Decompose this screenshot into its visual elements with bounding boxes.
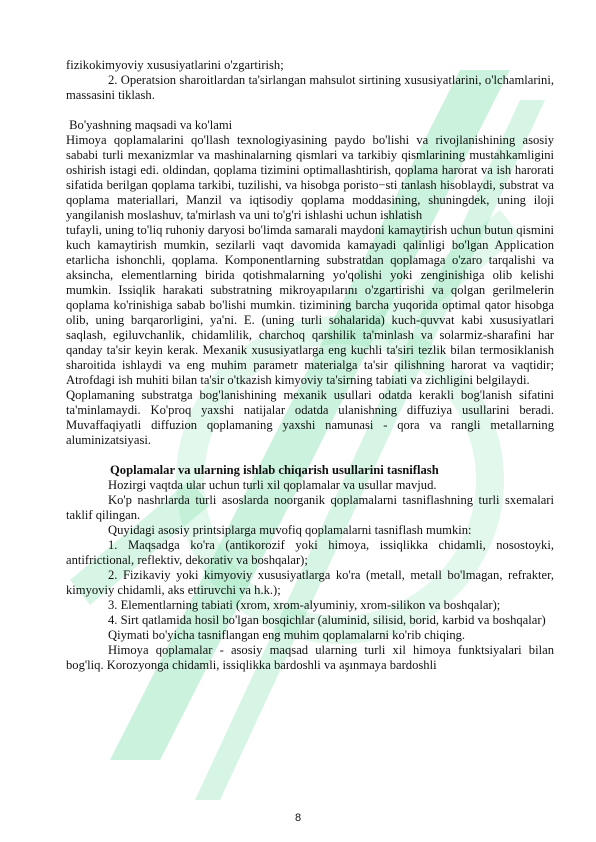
list-item: 2. Operatsion sharoitlardan ta'sirlangan mahsulot sirtining xususiyatlarini, o'lchamlarini, massasini tiklash. [66,73,554,102]
paragraph: Qiymati bo'yicha tasniflangan eng muhim qoplamalarni ko'rib chiqing. [108,628,466,642]
paragraph: Ko'p nashrlarda turli asoslarda noorganik qoplamalarni tasniflashning turli sxemalari taklif qilingan. [66,493,554,522]
list-item: 2. Fizikaviy yoki kimyoviy xususiyatlarga ko'ra (metall, metall bo'lmagan, refrakter, kimyoviy chidamli, aks ettiruvchi va h.k.); [66,568,554,597]
blank-line [66,448,554,463]
paragraph: Himoya qoplamalar - asosiy maqsad ularning turli xil himoya funktsiyalari bilan bog'liq. Korozyonga chidamli, issiqlikka bardoshli va aşınmaya bardoshli [66,643,554,672]
paragraph: Hozirgi vaqtda ular uchun turli xil qoplamalar va usullar mavjud. [108,478,437,492]
paragraph: Qoplamaning substratga bog'lanishining mexanik usullari odatda kerakli bog'lanish sifatini ta'minlamaydi. Ko'proq yaxshi natijalar odatda ulanishning diffuziya usullarini beradi. Muvaffaqiyatli diffuzion qoplamaning yaxshi namunasi - qora va rangli metallarning aluminizatsiyasi. [66,388,554,447]
page-number: 8 [294,812,302,824]
document-page [66,58,554,673]
section-title: Bo'yashning maqsadi va ko'lami [66,118,233,132]
paragraph: Quyidagi asosiy printsiplarga muvofiq qoplamalarni tasniflash mumkin: [108,523,472,537]
list-item: 1. Maqsadga ko'ra (antikorozif yoki himoya, issiqlikka chidamli, nosostoyki, antifrictional, reflektiv, dekorativ va boshqalar); [66,538,554,567]
blank-line [66,103,554,118]
paragraph: Himoya qoplamalarini qo'llash texnologiyasining paydo bo'lishi va rivojlanishining asosiy sababi turli mexanizmlar va mashinalarning qismlari va tarkibiy qismlarining mustahkamligini oshirish istagi edi. oldindan, qoplama tizimini optimallashtirish, qoplama harorat va ish harorati sifatida berilgan qoplama tarkibi, tuzilishi, va hisobga poristo−sti tanlash hisoblaydi, substrat va qoplama materiallari, Manzil va iqtisodiy qoplama moddasining, shuningdek, uning iloji yangilanish moslashuv, ta'mirlash va uni to'g'ri ishlashi uchun ishlatish [66,133,554,222]
paragraph: tufayli, uning to'liq ruhoniy daryosi bo'limda samarali maydoni kamaytirish uchun butun qismini kuch kamaytirish mumkin, sezilarli vaqt davomida kamayadi qalinligi bo'lgan Application etarlicha ishonchli, qoplama. Komponentlarning substratdan qoplamaga o'zaro tarqalishi va aksincha, elementlarning birida qotishmalarning yo'qolishi yoki zenginishiga olib kelishi mumkin. Issiqlik harakati substratning mikroyapılarını o'zgartirishi va qolgan gerilmelerin qoplama ko'rinishiga sabab bo'lishi mumkin. tizimining barcha yuqorida optimal qator hisobga olib, uning barqarorligini, ya'ni. E. (uning turli sohalarida) kuch-quvvat kabi xususiyatlari saqlash, egiluvchanlik, chidamlilik, charchoq qarshilik ta'minlash va solarmiz-sharafini har qanday ta'sir keyin kerak. Mexanik xususiyatlarga eng kuchli ta'siri tezlik bilan termosiklanish sharoitida ishlaydi va eng muhim parametr materialga ta'sir qilishning harorat va vaqtidir; Atrofdagi ish muhiti bilan ta'sir o'tkazish kimyoviy ta'sirning tabiati va zichligini belgilaydi. [66,223,554,387]
list-item: 3. Elementlarning tabiati (xrom, xrom-alyuminiy, xrom-silikon va boshqalar); [108,598,501,612]
text-line: fizikokimyoviy xususiyatlarini o'zgartirish; [66,58,284,72]
section-heading: Qoplamalar va ularning ishlab chiqarish usullarini tasniflash [110,463,439,477]
list-item: 4. Sirt qatlamida hosil bo'lgan bosqichlar (aluminid, silisid, borid, karbid va boshqalar) [108,613,546,627]
